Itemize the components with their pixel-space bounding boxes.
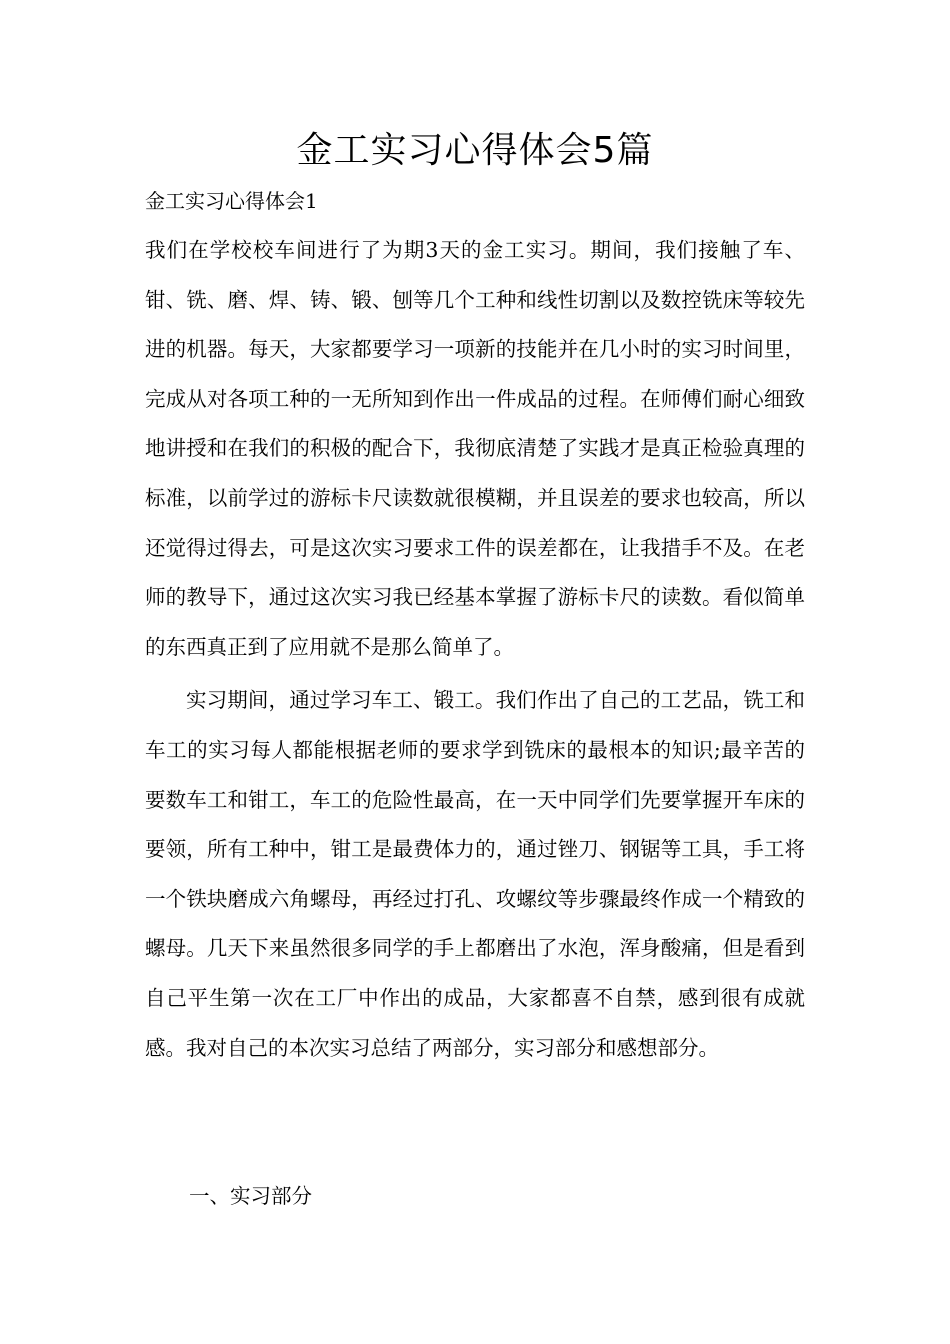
essay-subtitle: 金工实习心得体会1 — [145, 189, 318, 213]
paragraph: 实习期间，通过学习车工、锻工。我们作出了自己的工艺品，铣工和车工的实习每人都能根据老师的要求学到铣床的最根本的知识;最辛苦的要数车工和钳工，车工的危险性最高，在一天中同学们先要掌握开车床的要领，所有工种中，钳工是最费体力的，通过锉刀、钢锯等工具，手工将一个铁块磨成六角螺母，再经过打孔、攻螺纹等步骤最终作成一个精致的螺母。几天下来虽然很多同学的手上都磨出了水泡，浑身酸痛，但是看到自己平生第一次在工厂中作出的成品，大家都喜不自禁，感到很有成就感。我对自己的本次实习总结了两部分，实习部分和感想部分。 — [145, 688, 805, 1060]
document-body — [145, 226, 805, 1073]
document-title: 金工实习心得体会5篇 — [296, 130, 654, 171]
paragraph: 我们在学校校车间进行了为期3天的金工实习。期间，我们接触了车、钳、铣、磨、焊、铸、锻、刨等几个工种和线性切割以及数控铣床等较先进的机器。每天，大家都要学习一项新的技能并在几小时的实习时间里，完成从对各项工种的一无所知到作出一件成品的过程。在师傅们耐心细致地讲授和在我们的积极的配合下，我彻底清楚了实践才是真正检验真理的标准，以前学过的游标卡尺读数就很模糊，并且误差的要求也较高，所以还觉得过得去，可是这次实习要求工件的误差都在，让我措手不及。在老师的教导下，通过这次实习我已经基本掌握了游标卡尺的读数。看似简单的东西真正到了应用就不是那么简单了。 — [145, 238, 805, 659]
section-heading: 一、实习部分 — [189, 1184, 312, 1208]
